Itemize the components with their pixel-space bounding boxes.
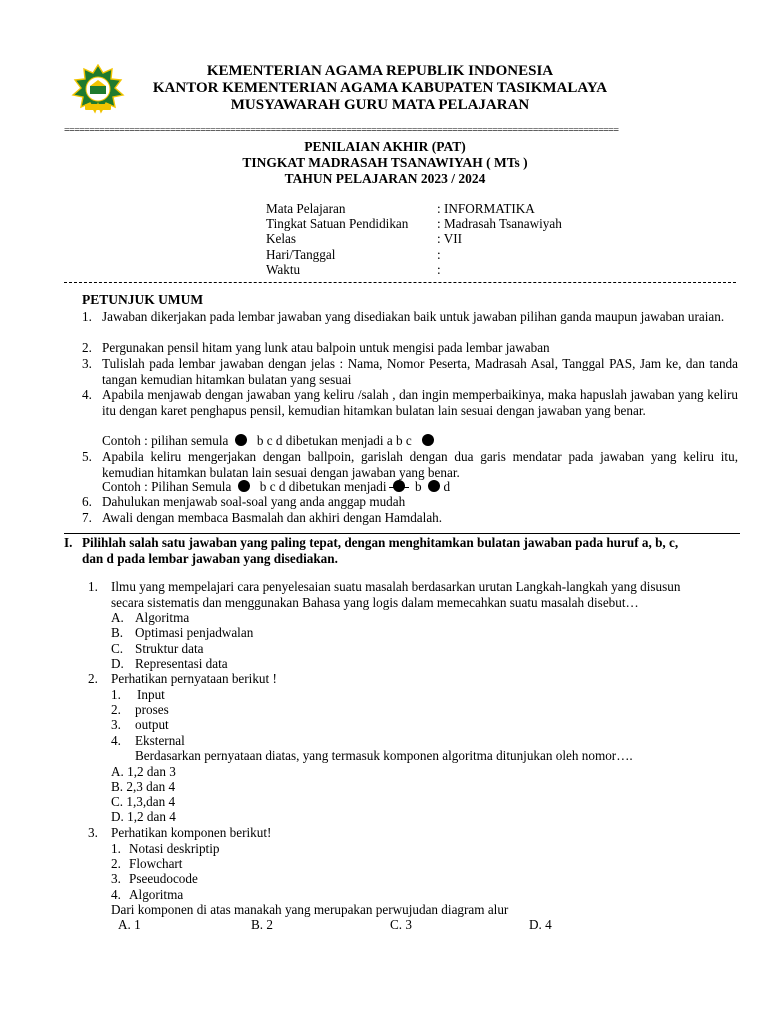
option-text: D. 1,2 dan 4	[111, 809, 176, 824]
dashed-divider	[64, 282, 736, 283]
instruction-number: 7.	[82, 510, 92, 525]
statement-key: 4.	[111, 733, 121, 748]
example-lead: Contoh : Pilihan Semula	[102, 479, 232, 494]
instruction-number: 4.	[82, 387, 92, 402]
statement-text: Eksternal	[135, 733, 185, 748]
option-text: A. 1,2 dan 3	[111, 764, 176, 779]
instruction-number: 3.	[82, 356, 92, 371]
statement-text: Input	[137, 687, 165, 702]
option-text: Struktur data	[135, 641, 204, 656]
example-correction-eraser	[102, 433, 434, 449]
option-key: C.	[111, 641, 124, 656]
instruction-text: Tulislah pada lembar jawaban dengan jelas : Nama, Nomor Peserta, Madrasah Asal, Tanggal PAS, Jam ke, dan tanda tangan kemudian hitamkan bulatan yang sesuai	[102, 356, 738, 387]
identity-value: : VII	[437, 231, 463, 246]
instruction-text: Apabila menjawab dengan jawaban yang keliru /salah , dan ingin memperbaikinya, maka hapuslah jawaban yang keliru itu dengan karet penghapus pensil, kemudian hitamkan bulatan lain sesuai dengan jawaban yang benar.	[102, 387, 738, 418]
question-number: 1.	[88, 579, 98, 594]
component-text: Algoritma	[129, 887, 184, 902]
identity-label: Kelas	[266, 231, 297, 246]
header-ministry: KEMENTERIAN AGAMA REPUBLIK INDONESIA	[206, 63, 554, 79]
instructions-heading: PETUNJUK UMUM	[82, 292, 204, 307]
kemenag-logo-icon	[70, 64, 126, 116]
component-key: 4.	[111, 887, 121, 902]
identity-label: Mata Pelajaran	[266, 201, 346, 216]
example-option-b: b	[415, 479, 422, 494]
statement-text: output	[135, 717, 169, 732]
filled-bubble-icon	[235, 434, 247, 446]
component-text: Pseeudocode	[129, 871, 198, 886]
exam-title: PENILAIAN AKHIR (PAT)	[304, 139, 466, 154]
component-key: 3.	[111, 871, 121, 886]
instruction-text: Pergunakan pensil hitam yang lunk atau balpoin untuk mengisi pada lembar jawaban	[102, 340, 550, 355]
instruction-number: 1.	[82, 309, 92, 324]
option-text: Optimasi penjadwalan	[135, 625, 254, 640]
instruction-number: 2.	[82, 340, 92, 355]
identity-label: Hari/Tanggal	[266, 247, 336, 262]
filled-bubble-icon	[428, 480, 440, 492]
question-stem: Dari komponen di atas manakah yang merupakan perwujudan diagram alur	[111, 902, 509, 917]
option-text: C. 3	[390, 917, 412, 932]
example-correction-ballpoint	[102, 479, 450, 495]
example-options: b c d dibetukan menjadi	[259, 479, 387, 494]
struck-bubble-icon	[393, 480, 405, 492]
question-text: secara sistematis dan menggunakan Bahasa yang logis dalam memecahkan suatu masalah disebut…	[111, 595, 639, 610]
identity-value: : INFORMATIKA	[437, 201, 535, 216]
filled-bubble-icon	[238, 480, 250, 492]
option-text: A. 1	[118, 917, 141, 932]
section-number: I.	[64, 535, 73, 550]
question-text: Perhatikan komponen berikut!	[111, 825, 272, 840]
example-options: b c d dibetukan menjadi a b c	[256, 433, 412, 448]
component-key: 1.	[111, 841, 121, 856]
section-divider	[64, 533, 740, 534]
option-key: B.	[111, 625, 124, 640]
example-lead: Contoh : pilihan semula	[102, 433, 229, 448]
header-separator: ==============================================================================================================	[64, 126, 619, 136]
section-instruction: Pilihlah salah satu jawaban yang paling tepat, dengan menghitamkan bulatan jawaban pada huruf a, b, c,	[82, 535, 679, 550]
identity-value: :	[437, 247, 441, 262]
statement-text: proses	[135, 702, 169, 717]
question-number: 2.	[88, 671, 98, 686]
option-key: D.	[111, 656, 124, 671]
component-text: Notasi deskriptip	[129, 841, 220, 856]
identity-value: : Madrasah Tsanawiyah	[437, 216, 562, 231]
component-key: 2.	[111, 856, 121, 871]
option-text: C. 1,3,dan 4	[111, 794, 176, 809]
statement-key: 2.	[111, 702, 121, 717]
option-text: Algoritma	[135, 610, 190, 625]
option-text: D. 4	[529, 917, 552, 932]
header-office: KANTOR KEMENTERIAN AGAMA KABUPATEN TASIKMALAYA	[152, 80, 608, 96]
section-instruction: dan d pada lembar jawaban yang disediakan.	[82, 551, 338, 566]
identity-value: :	[437, 262, 441, 277]
exam-level: TINGKAT MADRASAH TSANAWIYAH ( MTs )	[242, 155, 528, 170]
question-number: 3.	[88, 825, 98, 840]
instruction-text: Dahulukan menjawab soal-soal yang anda anggap mudah	[102, 494, 406, 509]
statement-key: 1.	[111, 687, 121, 702]
filled-bubble-icon	[422, 434, 434, 446]
example-option-d: d	[443, 479, 451, 494]
instruction-text: Apabila keliru mengerjakan dengan ballpoin, garislah dengan dua garis mendatar pada jawaban yang keliru itu, kemudian hitamkan bulatan lain sesuai dengan jawaban yang benar.	[102, 449, 738, 480]
identity-label: Tingkat Satuan Pendidikan	[266, 216, 409, 231]
question-stem: Berdasarkan pernyataan diatas, yang termasuk komponen algoritma ditunjukan oleh nomor….	[135, 748, 633, 763]
option-text: Representasi data	[135, 656, 228, 671]
option-text: B. 2,3 dan 4	[111, 779, 176, 794]
statement-key: 3.	[111, 717, 121, 732]
question-text: Perhatikan pernyataan berikut !	[111, 671, 277, 686]
identity-label: Waktu	[266, 262, 301, 277]
instruction-text: Awali dengan membaca Basmalah dan akhiri dengan Hamdalah.	[102, 510, 443, 525]
exam-year: TAHUN PELAJARAN 2023 / 2024	[284, 171, 486, 186]
component-text: Flowchart	[129, 856, 183, 871]
option-key: A.	[111, 610, 124, 625]
header-forum: MUSYAWARAH GURU MATA PELAJARAN	[230, 97, 530, 113]
question-text: Ilmu yang mempelajari cara penyelesaian suatu masalah berdasarkan urutan Langkah-langkah yang disusun	[111, 579, 681, 594]
instruction-number: 6.	[82, 494, 92, 509]
instruction-number: 5.	[82, 449, 92, 464]
instruction-text: Jawaban dikerjakan pada lembar jawaban yang disediakan baik untuk jawaban pilihan ganda maupun jawaban uraian.	[102, 309, 725, 324]
option-text: B. 2	[251, 917, 273, 932]
